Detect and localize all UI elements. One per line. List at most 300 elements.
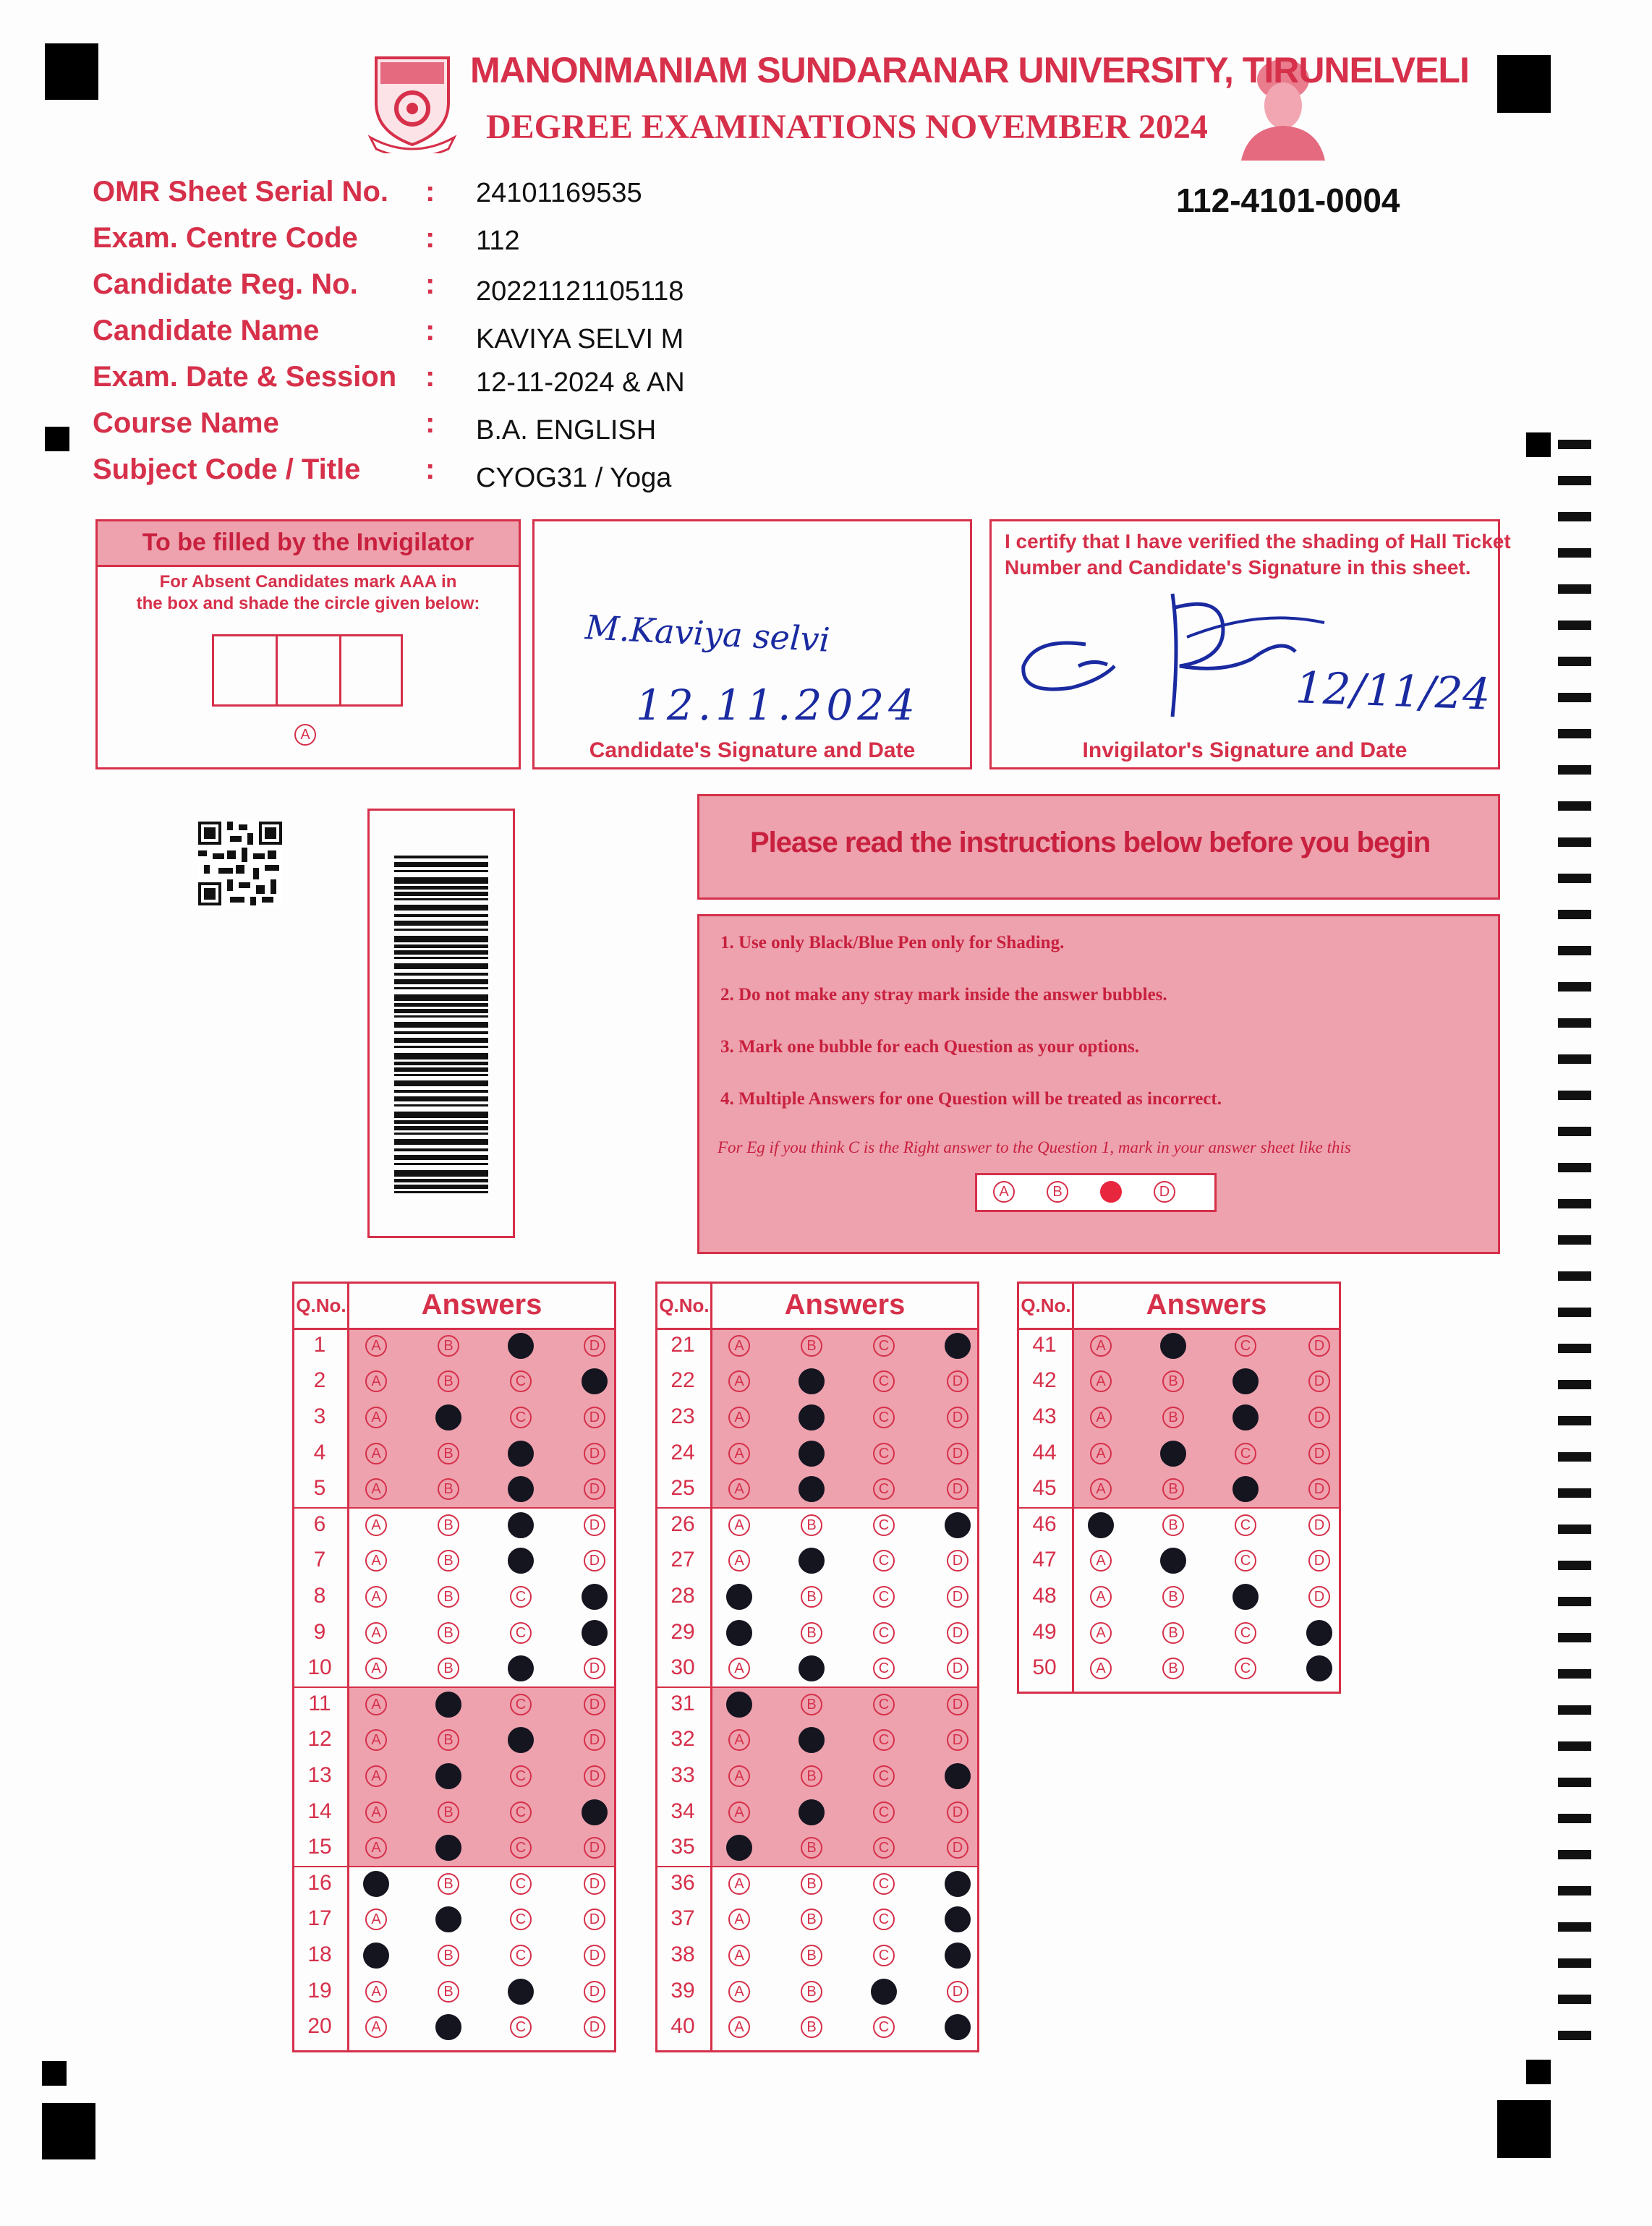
answer-bubble-q2-a[interactable]: A bbox=[365, 1370, 387, 1392]
answer-bubble-q22-d[interactable]: D bbox=[947, 1370, 968, 1392]
answer-bubble-q45-d[interactable]: D bbox=[1308, 1478, 1330, 1500]
answer-bubble-q44-a[interactable]: A bbox=[1090, 1443, 1112, 1464]
barcode-stripe bbox=[394, 921, 488, 926]
question-number: 38 bbox=[670, 1943, 695, 1966]
field-colon: : bbox=[425, 361, 435, 393]
answer-bubble-q39-b[interactable]: B bbox=[801, 1981, 822, 2003]
timing-tick bbox=[1558, 1344, 1591, 1353]
answer-bubble-q28-c[interactable]: C bbox=[873, 1586, 895, 1608]
invigilator-box-title-bar bbox=[98, 521, 519, 567]
answer-bubble-q26-a[interactable]: A bbox=[728, 1514, 750, 1536]
answer-bubble-q23-d[interactable]: D bbox=[947, 1407, 968, 1428]
barcode-stripe bbox=[394, 973, 488, 976]
barcode-stripe bbox=[394, 929, 488, 931]
answer-bubble-q40-b[interactable]: B bbox=[801, 2016, 822, 2038]
registration-mark-right-top-small bbox=[1526, 432, 1551, 457]
answer-bubble-q47-d[interactable]: D bbox=[1308, 1550, 1330, 1572]
timing-tick bbox=[1558, 1199, 1591, 1208]
question-number: 10 bbox=[307, 1655, 332, 1680]
answer-bubble-q25-b[interactable] bbox=[799, 1476, 825, 1502]
timing-tick bbox=[1558, 1669, 1591, 1679]
answer-bubble-q31-c[interactable]: C bbox=[873, 1694, 895, 1715]
timing-tick bbox=[1558, 476, 1591, 485]
question-number: 5 bbox=[313, 1476, 326, 1501]
question-number: 36 bbox=[670, 1870, 695, 1895]
answer-bubble-q40-d[interactable] bbox=[945, 2014, 971, 2040]
timing-tick bbox=[1558, 693, 1591, 702]
answer-bubble-q5-a[interactable]: A bbox=[365, 1478, 387, 1500]
answer-bubble-q23-c[interactable]: C bbox=[873, 1407, 895, 1428]
answer-grid-band bbox=[710, 1686, 977, 1866]
answer-bubble-q41-c[interactable]: C bbox=[1235, 1335, 1256, 1357]
answer-bubble-q42-d[interactable]: D bbox=[1308, 1370, 1330, 1392]
answer-bubble-q45-c[interactable] bbox=[1232, 1476, 1259, 1502]
timing-tick bbox=[1558, 1850, 1591, 1859]
question-number: 28 bbox=[670, 1584, 695, 1608]
answer-grid-band bbox=[347, 1686, 614, 1866]
answer-bubble-q7-b[interactable]: B bbox=[438, 1550, 459, 1572]
answer-bubble-q17-c[interactable]: C bbox=[510, 1909, 532, 1930]
answer-bubble-q28-a[interactable] bbox=[726, 1584, 752, 1610]
answer-bubble-q39-a[interactable]: A bbox=[728, 1981, 750, 2003]
answer-bubble-q50-b[interactable]: B bbox=[1162, 1658, 1184, 1679]
answer-bubble-q43-b[interactable]: B bbox=[1162, 1407, 1184, 1428]
answer-bubble-q46-c[interactable]: C bbox=[1235, 1514, 1256, 1536]
answer-bubble-q45-b[interactable]: B bbox=[1162, 1478, 1184, 1500]
answer-bubble-q8-b[interactable]: B bbox=[438, 1586, 459, 1608]
question-number: 40 bbox=[670, 2014, 695, 2039]
answer-bubble-q41-d[interactable]: D bbox=[1308, 1335, 1330, 1357]
answer-bubble-q20-a[interactable]: A bbox=[365, 2016, 387, 2038]
answer-bubble-q9-b[interactable]: B bbox=[438, 1622, 459, 1644]
field-colon: : bbox=[425, 407, 435, 439]
barcode-stripe bbox=[394, 1080, 488, 1086]
timing-tick bbox=[1558, 440, 1591, 449]
answer-bubble-q25-a[interactable]: A bbox=[728, 1478, 750, 1500]
answer-bubble-q44-d[interactable]: D bbox=[1308, 1443, 1330, 1464]
answer-bubble-q11-a[interactable]: A bbox=[365, 1694, 387, 1715]
answer-bubble-q10-b[interactable]: B bbox=[438, 1658, 459, 1679]
field-label: Course Name bbox=[93, 407, 279, 439]
answer-bubble-q35-b[interactable]: B bbox=[801, 1837, 822, 1859]
answer-grid-group-line bbox=[292, 1507, 616, 1509]
answer-bubble-q2-c[interactable]: C bbox=[510, 1370, 532, 1392]
answer-bubble-q1-d[interactable]: D bbox=[584, 1335, 605, 1357]
answer-bubble-q38-c[interactable]: C bbox=[873, 1945, 895, 1966]
registration-mark-left-small bbox=[45, 427, 69, 451]
answer-bubble-q36-a[interactable]: A bbox=[728, 1873, 750, 1895]
absent-circle[interactable]: A bbox=[294, 724, 316, 746]
answer-bubble-q42-b[interactable]: B bbox=[1162, 1370, 1184, 1392]
answer-bubble-q9-d[interactable] bbox=[582, 1620, 608, 1646]
answer-bubble-q18-b[interactable]: B bbox=[438, 1945, 459, 1966]
timing-tick bbox=[1558, 1524, 1591, 1534]
answer-bubble-q30-a[interactable]: A bbox=[728, 1658, 750, 1679]
answer-bubble-q29-c[interactable]: C bbox=[873, 1622, 895, 1644]
answer-bubble-q6-d[interactable]: D bbox=[584, 1514, 605, 1536]
answer-bubble-q14-a[interactable]: A bbox=[365, 1801, 387, 1823]
answer-bubble-q36-b[interactable]: B bbox=[801, 1873, 822, 1895]
answer-bubble-q18-c[interactable]: C bbox=[510, 1945, 532, 1966]
answer-bubble-q33-d[interactable] bbox=[945, 1763, 971, 1789]
invigilator-box bbox=[95, 519, 521, 769]
field-label: Candidate Name bbox=[93, 315, 320, 346]
answer-bubble-q16-a[interactable] bbox=[363, 1871, 389, 1897]
timing-tick bbox=[1558, 1633, 1591, 1642]
answer-bubble-q12-b[interactable]: B bbox=[438, 1729, 459, 1751]
question-number: 34 bbox=[670, 1799, 695, 1823]
answer-bubble-q6-b[interactable]: B bbox=[438, 1514, 459, 1536]
timing-tick bbox=[1558, 765, 1591, 775]
instruction-item: 4. Multiple Answers for one Question will be treated as incorrect. bbox=[720, 1089, 1222, 1109]
answer-bubble-q41-b[interactable] bbox=[1160, 1333, 1186, 1359]
question-number: 16 bbox=[307, 1870, 332, 1895]
answer-bubble-q9-a[interactable]: A bbox=[365, 1622, 387, 1644]
field-colon: : bbox=[425, 176, 435, 208]
barcode-stripe bbox=[394, 1185, 488, 1189]
answer-bubble-q10-d[interactable]: D bbox=[584, 1658, 605, 1679]
answer-bubble-q19-a[interactable]: A bbox=[365, 1981, 387, 2003]
timing-tick bbox=[1558, 910, 1591, 919]
answer-bubble-q18-a[interactable] bbox=[363, 1943, 389, 1969]
answer-bubble-q46-b[interactable]: B bbox=[1162, 1514, 1184, 1536]
answer-bubble-q35-a[interactable] bbox=[726, 1835, 752, 1861]
barcode-stripe bbox=[394, 898, 488, 900]
answer-bubble-q24-d[interactable]: D bbox=[947, 1443, 968, 1464]
question-number: 32 bbox=[670, 1727, 695, 1752]
answer-grid-header-line bbox=[292, 1328, 616, 1330]
answer-bubble-q3-c[interactable]: C bbox=[510, 1407, 532, 1428]
answer-bubble-q49-b[interactable]: B bbox=[1162, 1622, 1184, 1644]
answer-bubble-q48-a[interactable]: A bbox=[1090, 1586, 1112, 1608]
timing-tick bbox=[1558, 2031, 1591, 2040]
timing-tick bbox=[1558, 657, 1591, 666]
question-number: 13 bbox=[307, 1763, 332, 1787]
invigilator-handwritten-date: 12/11/24 bbox=[1294, 662, 1491, 720]
answer-bubble-q39-c[interactable] bbox=[871, 1979, 897, 2005]
answer-bubble-q23-a[interactable]: A bbox=[728, 1407, 750, 1428]
example-bubble-a: A bbox=[993, 1181, 1015, 1203]
answer-bubble-q27-c[interactable]: C bbox=[873, 1550, 895, 1572]
answer-bubble-q23-b[interactable] bbox=[799, 1404, 825, 1430]
timing-tick bbox=[1558, 1886, 1591, 1895]
absent-instruction-line1: For Absent Candidates mark AAA in bbox=[159, 572, 457, 592]
answer-bubble-q33-a[interactable]: A bbox=[728, 1765, 750, 1787]
answer-bubble-q5-c[interactable] bbox=[508, 1476, 534, 1502]
barcode bbox=[394, 856, 488, 1195]
answer-bubble-q14-c[interactable]: C bbox=[510, 1801, 532, 1823]
instruction-example: For Eg if you think C is the Right answer to the Question 1, mark in your answer sheet like this bbox=[718, 1138, 1351, 1156]
answer-bubble-q3-d[interactable]: D bbox=[584, 1407, 605, 1428]
question-number: 22 bbox=[670, 1368, 695, 1393]
question-number: 25 bbox=[670, 1476, 695, 1501]
answer-bubble-q38-d[interactable] bbox=[945, 1943, 971, 1969]
question-number: 18 bbox=[307, 1943, 332, 1966]
answer-bubble-q29-a[interactable] bbox=[726, 1620, 752, 1646]
answer-bubble-q4-d[interactable]: D bbox=[584, 1443, 605, 1464]
answer-bubble-q47-a[interactable]: A bbox=[1090, 1550, 1112, 1572]
answer-bubble-q3-a[interactable]: A bbox=[365, 1407, 387, 1428]
answer-bubble-q17-d[interactable]: D bbox=[584, 1909, 605, 1930]
answer-bubble-q50-c[interactable]: C bbox=[1235, 1658, 1256, 1679]
answer-bubble-q12-d[interactable]: D bbox=[584, 1729, 605, 1751]
answer-bubble-q13-c[interactable]: C bbox=[510, 1765, 532, 1787]
certify-line1: I certify that I have verified the shading of Hall Ticket bbox=[1005, 530, 1511, 553]
question-number: 39 bbox=[670, 1978, 695, 2003]
answer-bubble-q48-c[interactable] bbox=[1232, 1584, 1259, 1610]
answer-bubble-q16-b[interactable]: B bbox=[438, 1873, 459, 1895]
barcode-stripe bbox=[394, 1003, 488, 1007]
answer-bubble-q29-b[interactable]: B bbox=[801, 1622, 822, 1644]
answer-bubble-q8-c[interactable]: C bbox=[510, 1586, 532, 1608]
answer-bubble-q6-a[interactable]: A bbox=[365, 1514, 387, 1536]
answer-bubble-q4-a[interactable]: A bbox=[365, 1443, 387, 1464]
answer-bubble-q30-d[interactable]: D bbox=[947, 1658, 968, 1679]
barcode-stripe bbox=[394, 936, 488, 942]
answer-bubble-q45-a[interactable]: A bbox=[1090, 1478, 1112, 1500]
answer-bubble-q8-d[interactable] bbox=[582, 1584, 608, 1610]
answer-bubble-q35-d[interactable]: D bbox=[947, 1837, 968, 1859]
answer-bubble-q50-a[interactable]: A bbox=[1090, 1658, 1112, 1679]
answer-bubble-q13-d[interactable]: D bbox=[584, 1765, 605, 1787]
question-number: 3 bbox=[313, 1404, 326, 1428]
answer-bubble-q11-c[interactable]: C bbox=[510, 1694, 532, 1715]
answer-bubble-q34-a[interactable]: A bbox=[728, 1801, 750, 1823]
answer-bubble-q21-b[interactable]: B bbox=[801, 1335, 822, 1357]
answer-bubble-q28-b[interactable]: B bbox=[801, 1586, 822, 1608]
answer-bubble-q46-d[interactable]: D bbox=[1308, 1514, 1330, 1536]
answer-bubble-q4-b[interactable]: B bbox=[438, 1443, 459, 1464]
question-number: 49 bbox=[1032, 1619, 1057, 1644]
answer-bubble-q1-c[interactable] bbox=[508, 1333, 534, 1359]
answer-bubble-q32-a[interactable]: A bbox=[728, 1729, 750, 1751]
barcode-stripe bbox=[394, 1170, 488, 1177]
answer-bubble-q17-a[interactable]: A bbox=[365, 1909, 387, 1930]
answer-bubble-q12-a[interactable]: A bbox=[365, 1729, 387, 1751]
answer-bubble-q30-b[interactable] bbox=[799, 1655, 825, 1681]
answer-bubble-q20-d[interactable]: D bbox=[584, 2016, 605, 2038]
answer-bubble-q20-c[interactable]: C bbox=[510, 2016, 532, 2038]
answer-grid-group-line bbox=[655, 1507, 979, 1509]
answer-bubble-q6-c[interactable] bbox=[508, 1512, 534, 1538]
answer-grid-group-line bbox=[292, 1866, 616, 1867]
registration-mark-top-right bbox=[1497, 55, 1551, 113]
answer-bubble-q50-d[interactable] bbox=[1306, 1655, 1332, 1681]
answer-bubble-q49-c[interactable]: C bbox=[1235, 1622, 1256, 1644]
answer-bubble-q46-a[interactable] bbox=[1088, 1512, 1114, 1538]
answer-bubble-q10-c[interactable] bbox=[508, 1655, 534, 1681]
answer-bubble-q5-b[interactable]: B bbox=[438, 1478, 459, 1500]
answer-bubble-q35-c[interactable]: C bbox=[873, 1837, 895, 1859]
timing-tick bbox=[1558, 1922, 1591, 1932]
answer-bubble-q24-c[interactable]: C bbox=[873, 1443, 895, 1464]
question-number: 45 bbox=[1032, 1476, 1057, 1501]
answer-bubble-q39-d[interactable]: D bbox=[947, 1981, 968, 2003]
invigilator-signature-box bbox=[989, 519, 1511, 769]
answer-bubble-q19-d[interactable]: D bbox=[584, 1981, 605, 2003]
barcode-stripe bbox=[394, 979, 488, 984]
omr-serial-value: 24101169535 bbox=[476, 178, 642, 208]
answer-bubble-q43-d[interactable]: D bbox=[1308, 1407, 1330, 1428]
timing-tick bbox=[1558, 1308, 1591, 1317]
answer-bubble-q38-a[interactable]: A bbox=[728, 1945, 750, 1966]
answer-bubble-q34-d[interactable]: D bbox=[947, 1801, 968, 1823]
barcode-stripe bbox=[394, 914, 488, 917]
answer-bubble-q37-b[interactable]: B bbox=[801, 1909, 822, 1930]
exam-date-value: 12-11-2024 & AN bbox=[476, 367, 685, 398]
timing-tick bbox=[1558, 1995, 1591, 2004]
question-number: 14 bbox=[307, 1799, 332, 1823]
answer-bubble-q5-d[interactable]: D bbox=[584, 1478, 605, 1500]
answer-bubble-q43-c[interactable] bbox=[1232, 1404, 1259, 1430]
answer-bubble-q28-d[interactable]: D bbox=[947, 1586, 968, 1608]
answer-bubble-q31-d[interactable]: D bbox=[947, 1694, 968, 1715]
answer-bubble-q24-a[interactable]: A bbox=[728, 1443, 750, 1464]
answer-bubble-q29-d[interactable]: D bbox=[947, 1622, 968, 1644]
answer-bubble-q49-a[interactable]: A bbox=[1090, 1622, 1112, 1644]
answer-bubble-q34-c[interactable]: C bbox=[873, 1801, 895, 1823]
field-label: Candidate Reg. No. bbox=[93, 268, 358, 300]
answer-bubble-q11-b[interactable] bbox=[435, 1692, 461, 1718]
answer-bubble-q34-b[interactable] bbox=[799, 1799, 825, 1825]
field-label: Subject Code / Title bbox=[93, 453, 361, 485]
answer-bubble-q20-b[interactable] bbox=[435, 2014, 461, 2040]
answer-bubble-q18-d[interactable]: D bbox=[584, 1945, 605, 1966]
timing-tick bbox=[1558, 1814, 1591, 1823]
question-number: 17 bbox=[307, 1906, 332, 1931]
timing-tick bbox=[1558, 1018, 1591, 1028]
absent-instruction-line2: the box and shade the circle given below: bbox=[136, 594, 480, 613]
instruction-item: 3. Mark one bubble for each Question as your options. bbox=[720, 1037, 1140, 1057]
answer-bubble-q4-c[interactable] bbox=[508, 1441, 534, 1467]
answer-bubble-q48-b[interactable]: B bbox=[1162, 1586, 1184, 1608]
answer-bubble-q27-a[interactable]: A bbox=[728, 1550, 750, 1572]
answer-bubble-q33-b[interactable]: B bbox=[801, 1765, 822, 1787]
example-bubble-b: B bbox=[1047, 1181, 1068, 1203]
invigilator-signature-scribble bbox=[1006, 579, 1332, 724]
answer-bubble-q24-b[interactable] bbox=[799, 1441, 825, 1467]
answer-bubble-q19-c[interactable] bbox=[508, 1979, 534, 2005]
answer-bubble-q36-c[interactable]: C bbox=[873, 1873, 895, 1895]
answer-bubble-q13-a[interactable]: A bbox=[365, 1765, 387, 1787]
timing-tick bbox=[1558, 1271, 1591, 1281]
answer-bubble-q15-b[interactable] bbox=[435, 1835, 461, 1861]
question-number: 8 bbox=[313, 1584, 326, 1608]
answer-bubble-q38-b[interactable]: B bbox=[801, 1945, 822, 1966]
answer-bubble-q8-a[interactable]: A bbox=[365, 1586, 387, 1608]
answer-bubble-q15-a[interactable]: A bbox=[365, 1837, 387, 1859]
answers-header: Answers bbox=[1146, 1289, 1267, 1321]
answer-bubble-q41-a[interactable]: A bbox=[1090, 1335, 1112, 1357]
timing-tick bbox=[1558, 1163, 1591, 1172]
question-number: 33 bbox=[670, 1763, 695, 1787]
university-logo bbox=[367, 52, 457, 153]
answer-grid-group-line bbox=[1017, 1507, 1341, 1509]
answer-bubble-q15-c[interactable]: C bbox=[510, 1837, 532, 1859]
barcode-stripe bbox=[394, 856, 488, 858]
question-number: 26 bbox=[670, 1511, 695, 1536]
barcode-stripe bbox=[394, 1120, 488, 1124]
timing-tick bbox=[1558, 874, 1591, 883]
answer-bubble-q43-a[interactable]: A bbox=[1090, 1407, 1112, 1428]
answer-bubble-q19-b[interactable]: B bbox=[438, 1981, 459, 2003]
question-number: 27 bbox=[670, 1548, 695, 1572]
answer-bubble-q11-d[interactable]: D bbox=[584, 1694, 605, 1715]
answer-bubble-q31-a[interactable] bbox=[726, 1692, 752, 1718]
answer-bubble-q1-a[interactable]: A bbox=[365, 1335, 387, 1357]
answer-bubble-q13-b[interactable] bbox=[435, 1763, 461, 1789]
answer-bubble-q26-d[interactable] bbox=[945, 1512, 971, 1538]
question-number: 12 bbox=[307, 1727, 332, 1752]
answer-bubble-q31-b[interactable]: B bbox=[801, 1694, 822, 1715]
question-number: 31 bbox=[670, 1691, 695, 1715]
answer-bubble-q21-a[interactable]: A bbox=[728, 1335, 750, 1357]
answer-bubble-q47-c[interactable]: C bbox=[1235, 1550, 1256, 1572]
question-number: 1 bbox=[313, 1332, 326, 1357]
answer-bubble-q26-c[interactable]: C bbox=[873, 1514, 895, 1536]
answer-bubble-q2-b[interactable]: B bbox=[438, 1370, 459, 1392]
answer-bubble-q21-d[interactable] bbox=[945, 1333, 971, 1359]
answer-bubble-q1-b[interactable]: B bbox=[438, 1335, 459, 1357]
answer-bubble-q10-a[interactable]: A bbox=[365, 1658, 387, 1679]
answer-bubble-q40-c[interactable]: C bbox=[873, 2016, 895, 2038]
question-number: 29 bbox=[670, 1619, 695, 1644]
absent-mark-boxes[interactable] bbox=[212, 634, 403, 707]
question-number: 24 bbox=[670, 1440, 695, 1464]
answer-bubble-q37-c[interactable]: C bbox=[873, 1909, 895, 1930]
barcode-stripe bbox=[394, 892, 488, 896]
field-label: Exam. Centre Code bbox=[93, 222, 358, 254]
answer-bubble-q44-b[interactable] bbox=[1160, 1441, 1186, 1467]
barcode-stripe bbox=[394, 950, 488, 955]
answer-bubble-q33-c[interactable]: C bbox=[873, 1765, 895, 1787]
example-bubble-d: D bbox=[1154, 1181, 1175, 1203]
answer-bubble-q22-a[interactable]: A bbox=[728, 1370, 750, 1392]
answer-bubble-q49-d[interactable] bbox=[1306, 1620, 1332, 1646]
answer-bubble-q30-c[interactable]: C bbox=[873, 1658, 895, 1679]
answer-bubble-q16-d[interactable]: D bbox=[584, 1873, 605, 1895]
question-number: 9 bbox=[313, 1619, 326, 1644]
answer-bubble-q32-c[interactable]: C bbox=[873, 1729, 895, 1751]
barcode-stripe bbox=[394, 1179, 488, 1182]
registration-mark-top-left bbox=[45, 43, 98, 100]
answer-bubble-q44-c[interactable]: C bbox=[1235, 1443, 1256, 1464]
answer-bubble-q3-b[interactable] bbox=[435, 1404, 461, 1430]
answer-bubble-q21-c[interactable]: C bbox=[873, 1335, 895, 1357]
answer-bubble-q22-c[interactable]: C bbox=[873, 1370, 895, 1392]
answer-bubble-q9-c[interactable]: C bbox=[510, 1622, 532, 1644]
answer-bubble-q26-b[interactable]: B bbox=[801, 1514, 822, 1536]
answer-bubble-q15-d[interactable]: D bbox=[584, 1837, 605, 1859]
answer-bubble-q32-d[interactable]: D bbox=[947, 1729, 968, 1751]
answer-bubble-q25-c[interactable]: C bbox=[873, 1478, 895, 1500]
answer-bubble-q27-d[interactable]: D bbox=[947, 1550, 968, 1572]
answer-bubble-q36-d[interactable] bbox=[945, 1871, 971, 1897]
answer-bubble-q40-a[interactable]: A bbox=[728, 2016, 750, 2038]
answer-bubble-q7-a[interactable]: A bbox=[365, 1550, 387, 1572]
answer-bubble-q14-b[interactable]: B bbox=[438, 1801, 459, 1823]
answer-bubble-q16-c[interactable]: C bbox=[510, 1873, 532, 1895]
answer-bubble-q42-a[interactable]: A bbox=[1090, 1370, 1112, 1392]
answer-bubble-q48-d[interactable]: D bbox=[1308, 1586, 1330, 1608]
answer-bubble-q25-d[interactable]: D bbox=[947, 1478, 968, 1500]
answer-bubble-q37-a[interactable]: A bbox=[728, 1909, 750, 1930]
timing-tick bbox=[1558, 1488, 1591, 1498]
timing-tick bbox=[1558, 1741, 1591, 1751]
answer-bubble-q14-d[interactable] bbox=[582, 1799, 608, 1825]
answer-bubble-q7-d[interactable]: D bbox=[584, 1550, 605, 1572]
barcode-stripe bbox=[394, 1053, 488, 1059]
